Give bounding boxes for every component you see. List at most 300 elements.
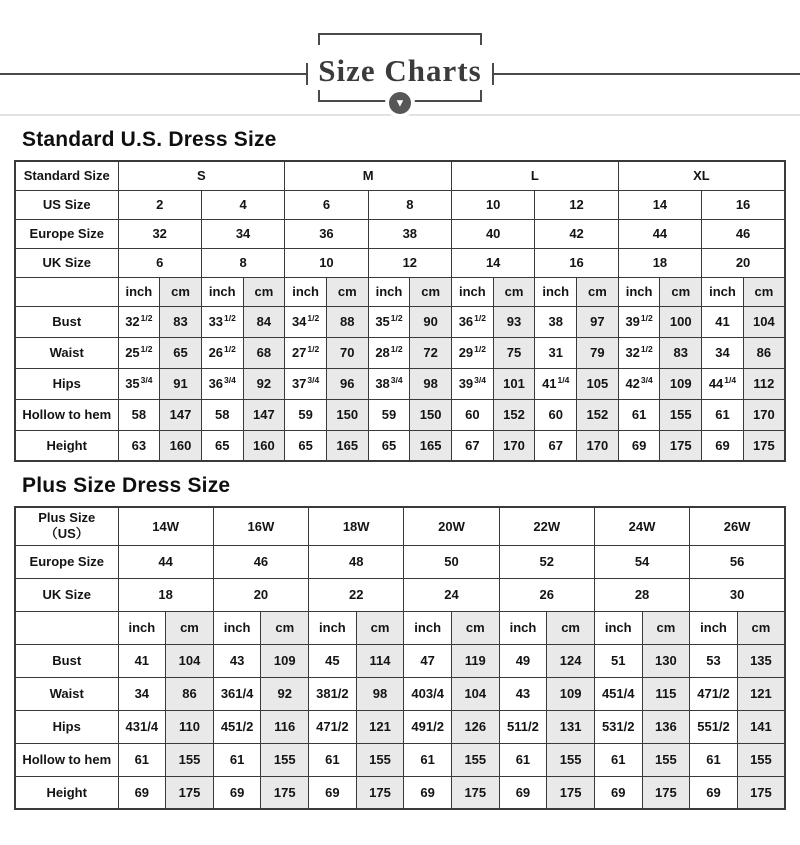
measure-cell: 175 — [166, 776, 214, 809]
table-row — [15, 644, 785, 677]
size-cell: 14W — [118, 507, 213, 545]
measure-cell: 175 — [261, 776, 309, 809]
measure-cell: 79 — [577, 337, 619, 368]
row-header-label: US Size — [15, 190, 118, 219]
measure-cell: 152 — [577, 399, 619, 430]
bracket-top-decoration — [318, 33, 482, 45]
measure-cell: 83 — [160, 306, 202, 337]
size-cell: 14 — [618, 190, 701, 219]
table-row — [15, 399, 785, 430]
measure-cell: 160 — [160, 430, 202, 461]
table-row — [15, 743, 785, 776]
row-header-label: Europe Size — [15, 545, 118, 578]
fraction-superscript: 3/4 — [390, 374, 403, 385]
measure-cell: 84 — [243, 306, 285, 337]
measure-cell: 451/4 — [594, 677, 642, 710]
measure-cell: 175 — [451, 776, 499, 809]
table-row — [15, 611, 785, 644]
unit-cell: cm — [642, 611, 690, 644]
fraction-superscript: 3/4 — [640, 374, 653, 385]
measure-cell: 43 — [499, 677, 547, 710]
measure-cell: 155 — [166, 743, 214, 776]
measure-cell: 491/2 — [404, 710, 452, 743]
measure-cell: 86 — [743, 337, 785, 368]
row-header-label: Hips — [15, 368, 118, 399]
measure-cell: 58 — [118, 399, 160, 430]
measure-cell: 59 — [285, 399, 327, 430]
standard-size-section — [0, 128, 800, 462]
measure-cell: 59 — [368, 399, 410, 430]
fraction-superscript: 1/2 — [224, 312, 236, 323]
plus-size-section — [0, 474, 800, 810]
measure-cell: $26^{1/2}$ — [201, 337, 243, 368]
row-header-label: Height — [15, 430, 118, 461]
table-row — [15, 248, 785, 277]
measure-cell: 165 — [410, 430, 452, 461]
unit-cell: inch — [618, 277, 660, 306]
divider-cap-left — [306, 63, 308, 85]
unit-cell: cm — [660, 277, 702, 306]
unit-cell: cm — [160, 277, 202, 306]
measure-cell: 104 — [743, 306, 785, 337]
measure-cell: 69 — [690, 776, 738, 809]
size-cell: 42 — [535, 219, 618, 248]
size-cell: 26 — [499, 578, 594, 611]
size-cell: 52 — [499, 545, 594, 578]
row-header-label: Waist — [15, 337, 118, 368]
measure-cell: 155 — [737, 743, 785, 776]
size-cell: M — [285, 161, 452, 190]
size-cell: 16 — [535, 248, 618, 277]
measure-cell: 88 — [326, 306, 368, 337]
unit-cell: cm — [493, 277, 535, 306]
unit-cell: cm — [166, 611, 214, 644]
measure-cell: 141 — [737, 710, 785, 743]
plus-size-table — [14, 506, 786, 810]
measure-cell: 91 — [160, 368, 202, 399]
measure-cell: 112 — [743, 368, 785, 399]
section-separator — [0, 114, 800, 116]
measure-cell: 147 — [160, 399, 202, 430]
unit-cell: cm — [547, 611, 595, 644]
measure-cell: 69 — [499, 776, 547, 809]
measure-cell: 31 — [535, 337, 577, 368]
unit-cell: inch — [499, 611, 547, 644]
table-row — [15, 190, 785, 219]
measure-cell: 38 — [535, 306, 577, 337]
measure-cell: 61 — [594, 743, 642, 776]
measure-cell: 109 — [261, 644, 309, 677]
standard-size-table — [14, 160, 786, 462]
unit-cell: inch — [452, 277, 494, 306]
measure-cell: $37^{3/4}$ — [285, 368, 327, 399]
measure-cell: 93 — [493, 306, 535, 337]
measure-cell: $25^{1/2}$ — [118, 337, 160, 368]
measure-cell: 61 — [309, 743, 357, 776]
banner-line-row — [0, 53, 800, 89]
size-cell: 32 — [118, 219, 201, 248]
divider-line-left — [0, 73, 306, 75]
size-cell: 18W — [309, 507, 404, 545]
measure-cell: $34^{1/2}$ — [285, 306, 327, 337]
down-arrow-icon — [389, 92, 411, 114]
measure-cell: $39^{3/4}$ — [452, 368, 494, 399]
size-cell: 18 — [618, 248, 701, 277]
measure-cell: 511/2 — [499, 710, 547, 743]
plus-size-heading: Plus Size Dress Size — [22, 474, 231, 497]
unit-cell: inch — [690, 611, 738, 644]
measure-cell: 53 — [690, 644, 738, 677]
row-header-label: Hips — [15, 710, 118, 743]
row-header-label: UK Size — [15, 248, 118, 277]
size-cell: 10 — [285, 248, 368, 277]
size-cell: 24W — [594, 507, 689, 545]
measure-cell: $39^{1/2}$ — [618, 306, 660, 337]
measure-cell: 126 — [451, 710, 499, 743]
measure-cell: 60 — [535, 399, 577, 430]
row-header-label — [15, 507, 118, 545]
empty-label-cell — [15, 277, 118, 306]
measure-cell: 43 — [213, 644, 261, 677]
measure-cell: 61 — [499, 743, 547, 776]
fraction-superscript: 1/2 — [140, 343, 153, 354]
size-cell: 26W — [690, 507, 785, 545]
measure-cell: $36^{3/4}$ — [201, 368, 243, 399]
measure-cell: 104 — [166, 644, 214, 677]
size-cell: 16W — [213, 507, 308, 545]
measure-cell: 90 — [410, 306, 452, 337]
size-cell: 24 — [404, 578, 499, 611]
size-cell: 12 — [535, 190, 618, 219]
measure-cell: 69 — [702, 430, 744, 461]
table-row — [15, 710, 785, 743]
measure-cell: 135 — [737, 644, 785, 677]
size-cell: 38 — [368, 219, 451, 248]
measure-cell: 175 — [356, 776, 404, 809]
table-row — [15, 430, 785, 461]
size-cell: 22W — [499, 507, 594, 545]
measure-cell: 72 — [410, 337, 452, 368]
size-cell: 14 — [452, 248, 535, 277]
measure-cell: 150 — [410, 399, 452, 430]
measure-cell: 152 — [493, 399, 535, 430]
standard-size-heading: Standard U.S. Dress Size — [22, 128, 277, 151]
unit-cell: inch — [201, 277, 243, 306]
row-header-label-line: （US） — [44, 526, 89, 542]
measure-cell: 165 — [326, 430, 368, 461]
measure-cell: 65 — [285, 430, 327, 461]
measure-cell: 170 — [493, 430, 535, 461]
measure-cell: 65 — [201, 430, 243, 461]
table-row — [15, 337, 785, 368]
table-row — [15, 277, 785, 306]
measure-cell: 124 — [547, 644, 595, 677]
measure-cell: 58 — [201, 399, 243, 430]
row-header-label-line: Plus Size — [38, 510, 96, 525]
measure-cell: 69 — [404, 776, 452, 809]
unit-cell: inch — [368, 277, 410, 306]
measure-cell: $41^{1/4}$ — [535, 368, 577, 399]
size-cell: 4 — [201, 190, 284, 219]
measure-cell: 403/4 — [404, 677, 452, 710]
size-cell: 54 — [594, 545, 689, 578]
measure-cell: 114 — [356, 644, 404, 677]
measure-cell: 115 — [642, 677, 690, 710]
measure-cell: 45 — [309, 644, 357, 677]
measure-cell: 175 — [547, 776, 595, 809]
measure-cell: $32^{1/2}$ — [118, 306, 160, 337]
measure-cell: 155 — [660, 399, 702, 430]
fraction-superscript: 1/2 — [307, 312, 320, 323]
size-charts-banner — [0, 0, 800, 114]
size-cell: 22 — [309, 578, 404, 611]
unit-cell: inch — [404, 611, 452, 644]
measure-cell: 92 — [261, 677, 309, 710]
measure-cell: $29^{1/2}$ — [452, 337, 494, 368]
down-arrow-glyph: ▼ — [394, 97, 406, 109]
measure-cell: 155 — [451, 743, 499, 776]
measure-cell: 65 — [160, 337, 202, 368]
measure-cell: 170 — [743, 399, 785, 430]
measure-cell: 96 — [326, 368, 368, 399]
size-cell: 34 — [201, 219, 284, 248]
size-cell: S — [118, 161, 285, 190]
unit-cell: cm — [577, 277, 619, 306]
fraction-superscript: 1/2 — [390, 312, 403, 323]
fraction-superscript: 1/2 — [307, 343, 320, 354]
fraction-superscript: 3/4 — [140, 374, 153, 385]
unit-cell: inch — [118, 277, 160, 306]
measure-cell: 61 — [404, 743, 452, 776]
row-header-label: Europe Size — [15, 219, 118, 248]
fraction-superscript: 1/4 — [557, 374, 570, 385]
banner-title: Size Charts — [318, 53, 482, 88]
measure-cell: 101 — [493, 368, 535, 399]
measure-cell: 381/2 — [309, 677, 357, 710]
measure-cell: 551/2 — [690, 710, 738, 743]
fraction-superscript: 1/2 — [640, 312, 653, 323]
size-cell: 44 — [618, 219, 701, 248]
fraction-superscript: 1/2 — [474, 343, 486, 354]
measure-cell: 109 — [660, 368, 702, 399]
row-header-label: Bust — [15, 306, 118, 337]
measure-cell: 97 — [577, 306, 619, 337]
measure-cell: 471/2 — [690, 677, 738, 710]
measure-cell: 70 — [326, 337, 368, 368]
measure-cell: 155 — [261, 743, 309, 776]
measure-cell: $36^{1/2}$ — [452, 306, 494, 337]
measure-cell: 69 — [618, 430, 660, 461]
divider-line-right — [494, 73, 800, 75]
measure-cell: 119 — [451, 644, 499, 677]
size-cell: 6 — [285, 190, 368, 219]
measure-cell: 61 — [118, 743, 166, 776]
unit-cell: cm — [451, 611, 499, 644]
unit-cell: cm — [743, 277, 785, 306]
measure-cell: 131 — [547, 710, 595, 743]
measure-cell: 69 — [309, 776, 357, 809]
size-cell: 18 — [118, 578, 213, 611]
size-cell: 8 — [368, 190, 451, 219]
row-header-label: Standard Size — [15, 161, 118, 190]
measure-cell: 147 — [243, 399, 285, 430]
table-row — [15, 507, 785, 545]
measure-cell: 83 — [660, 337, 702, 368]
measure-cell: 130 — [642, 644, 690, 677]
fraction-superscript: 3/4 — [474, 374, 486, 385]
row-header-label: Hollow to hem — [15, 743, 118, 776]
measure-cell: 98 — [410, 368, 452, 399]
measure-cell: 531/2 — [594, 710, 642, 743]
size-cell: 36 — [285, 219, 368, 248]
size-cell: 46 — [213, 545, 308, 578]
measure-cell: 110 — [166, 710, 214, 743]
fraction-superscript: 3/4 — [224, 374, 236, 385]
measure-cell: $33^{1/2}$ — [201, 306, 243, 337]
measure-cell: 451/2 — [213, 710, 261, 743]
row-header-label: Hollow to hem — [15, 399, 118, 430]
row-header-label: Waist — [15, 677, 118, 710]
unit-cell: inch — [535, 277, 577, 306]
measure-cell: $32^{1/2}$ — [618, 337, 660, 368]
measure-cell: 41 — [702, 306, 744, 337]
measure-cell: 75 — [493, 337, 535, 368]
measure-cell: 155 — [547, 743, 595, 776]
unit-cell: cm — [326, 277, 368, 306]
unit-cell: inch — [213, 611, 261, 644]
size-cell: 30 — [690, 578, 785, 611]
size-cell: 8 — [201, 248, 284, 277]
measure-cell: 155 — [356, 743, 404, 776]
measure-cell: 65 — [368, 430, 410, 461]
table-row — [15, 219, 785, 248]
measure-cell: 471/2 — [309, 710, 357, 743]
table-row — [15, 545, 785, 578]
measure-cell: 34 — [702, 337, 744, 368]
measure-cell: $38^{3/4}$ — [368, 368, 410, 399]
size-cell: 12 — [368, 248, 451, 277]
measure-cell: 170 — [577, 430, 619, 461]
measure-cell: 175 — [660, 430, 702, 461]
measure-cell: 61 — [690, 743, 738, 776]
measure-cell: 431/4 — [118, 710, 166, 743]
measure-cell: 175 — [743, 430, 785, 461]
unit-cell: inch — [594, 611, 642, 644]
unit-cell: cm — [243, 277, 285, 306]
measure-cell: $35^{1/2}$ — [368, 306, 410, 337]
measure-cell: $42^{3/4}$ — [618, 368, 660, 399]
fraction-superscript: 1/2 — [224, 343, 236, 354]
measure-cell: $35^{3/4}$ — [118, 368, 160, 399]
size-cell: 2 — [118, 190, 201, 219]
unit-cell: inch — [118, 611, 166, 644]
measure-cell: 175 — [642, 776, 690, 809]
size-cell: 6 — [118, 248, 201, 277]
row-header-label: Bust — [15, 644, 118, 677]
measure-cell: 68 — [243, 337, 285, 368]
measure-cell: 86 — [166, 677, 214, 710]
fraction-superscript: 1/2 — [140, 312, 153, 323]
size-cell: XL — [618, 161, 785, 190]
measure-cell: 61 — [702, 399, 744, 430]
measure-cell: 92 — [243, 368, 285, 399]
measure-cell: $27^{1/2}$ — [285, 337, 327, 368]
measure-cell: 150 — [326, 399, 368, 430]
unit-cell: inch — [309, 611, 357, 644]
size-cell: 20W — [404, 507, 499, 545]
row-header-label: UK Size — [15, 578, 118, 611]
measure-cell: 155 — [642, 743, 690, 776]
measure-cell: 98 — [356, 677, 404, 710]
fraction-superscript: 3/4 — [307, 374, 320, 385]
table-row — [15, 306, 785, 337]
size-cell: 28 — [594, 578, 689, 611]
measure-cell: 100 — [660, 306, 702, 337]
measure-cell: 61 — [213, 743, 261, 776]
measure-cell: 67 — [535, 430, 577, 461]
measure-cell: 69 — [213, 776, 261, 809]
size-cell: 16 — [702, 190, 785, 219]
measure-cell: 47 — [404, 644, 452, 677]
table-row — [15, 776, 785, 809]
fraction-superscript: 1/4 — [724, 374, 737, 385]
unit-cell: cm — [356, 611, 404, 644]
size-cell: 20 — [213, 578, 308, 611]
measure-cell: $28^{1/2}$ — [368, 337, 410, 368]
measure-cell: 51 — [594, 644, 642, 677]
measure-cell: 361/4 — [213, 677, 261, 710]
measure-cell: 109 — [547, 677, 595, 710]
unit-cell: cm — [737, 611, 785, 644]
table-row — [15, 368, 785, 399]
size-cell: 56 — [690, 545, 785, 578]
measure-cell: 69 — [118, 776, 166, 809]
table-row — [15, 578, 785, 611]
table-row — [15, 161, 785, 190]
fraction-superscript: 1/2 — [390, 343, 403, 354]
measure-cell: 121 — [356, 710, 404, 743]
fraction-superscript: 1/2 — [474, 312, 486, 323]
measure-cell: 41 — [118, 644, 166, 677]
measure-cell: 69 — [594, 776, 642, 809]
measure-cell: 160 — [243, 430, 285, 461]
measure-cell: 61 — [618, 399, 660, 430]
size-cell: 10 — [452, 190, 535, 219]
measure-cell: 49 — [499, 644, 547, 677]
table-row — [15, 677, 785, 710]
size-cell: L — [452, 161, 619, 190]
size-cell: 48 — [309, 545, 404, 578]
measure-cell: 121 — [737, 677, 785, 710]
measure-cell: 175 — [737, 776, 785, 809]
unit-cell: inch — [285, 277, 327, 306]
measure-cell: 104 — [451, 677, 499, 710]
measure-cell: 60 — [452, 399, 494, 430]
measure-cell: 34 — [118, 677, 166, 710]
fraction-superscript: 1/2 — [640, 343, 653, 354]
measure-cell: 105 — [577, 368, 619, 399]
unit-cell: cm — [410, 277, 452, 306]
measure-cell: 116 — [261, 710, 309, 743]
measure-cell: 136 — [642, 710, 690, 743]
size-cell: 40 — [452, 219, 535, 248]
size-cell: 46 — [702, 219, 785, 248]
size-cell: 50 — [404, 545, 499, 578]
unit-cell: cm — [261, 611, 309, 644]
unit-cell: inch — [702, 277, 744, 306]
row-header-label: Height — [15, 776, 118, 809]
empty-label-cell — [15, 611, 118, 644]
